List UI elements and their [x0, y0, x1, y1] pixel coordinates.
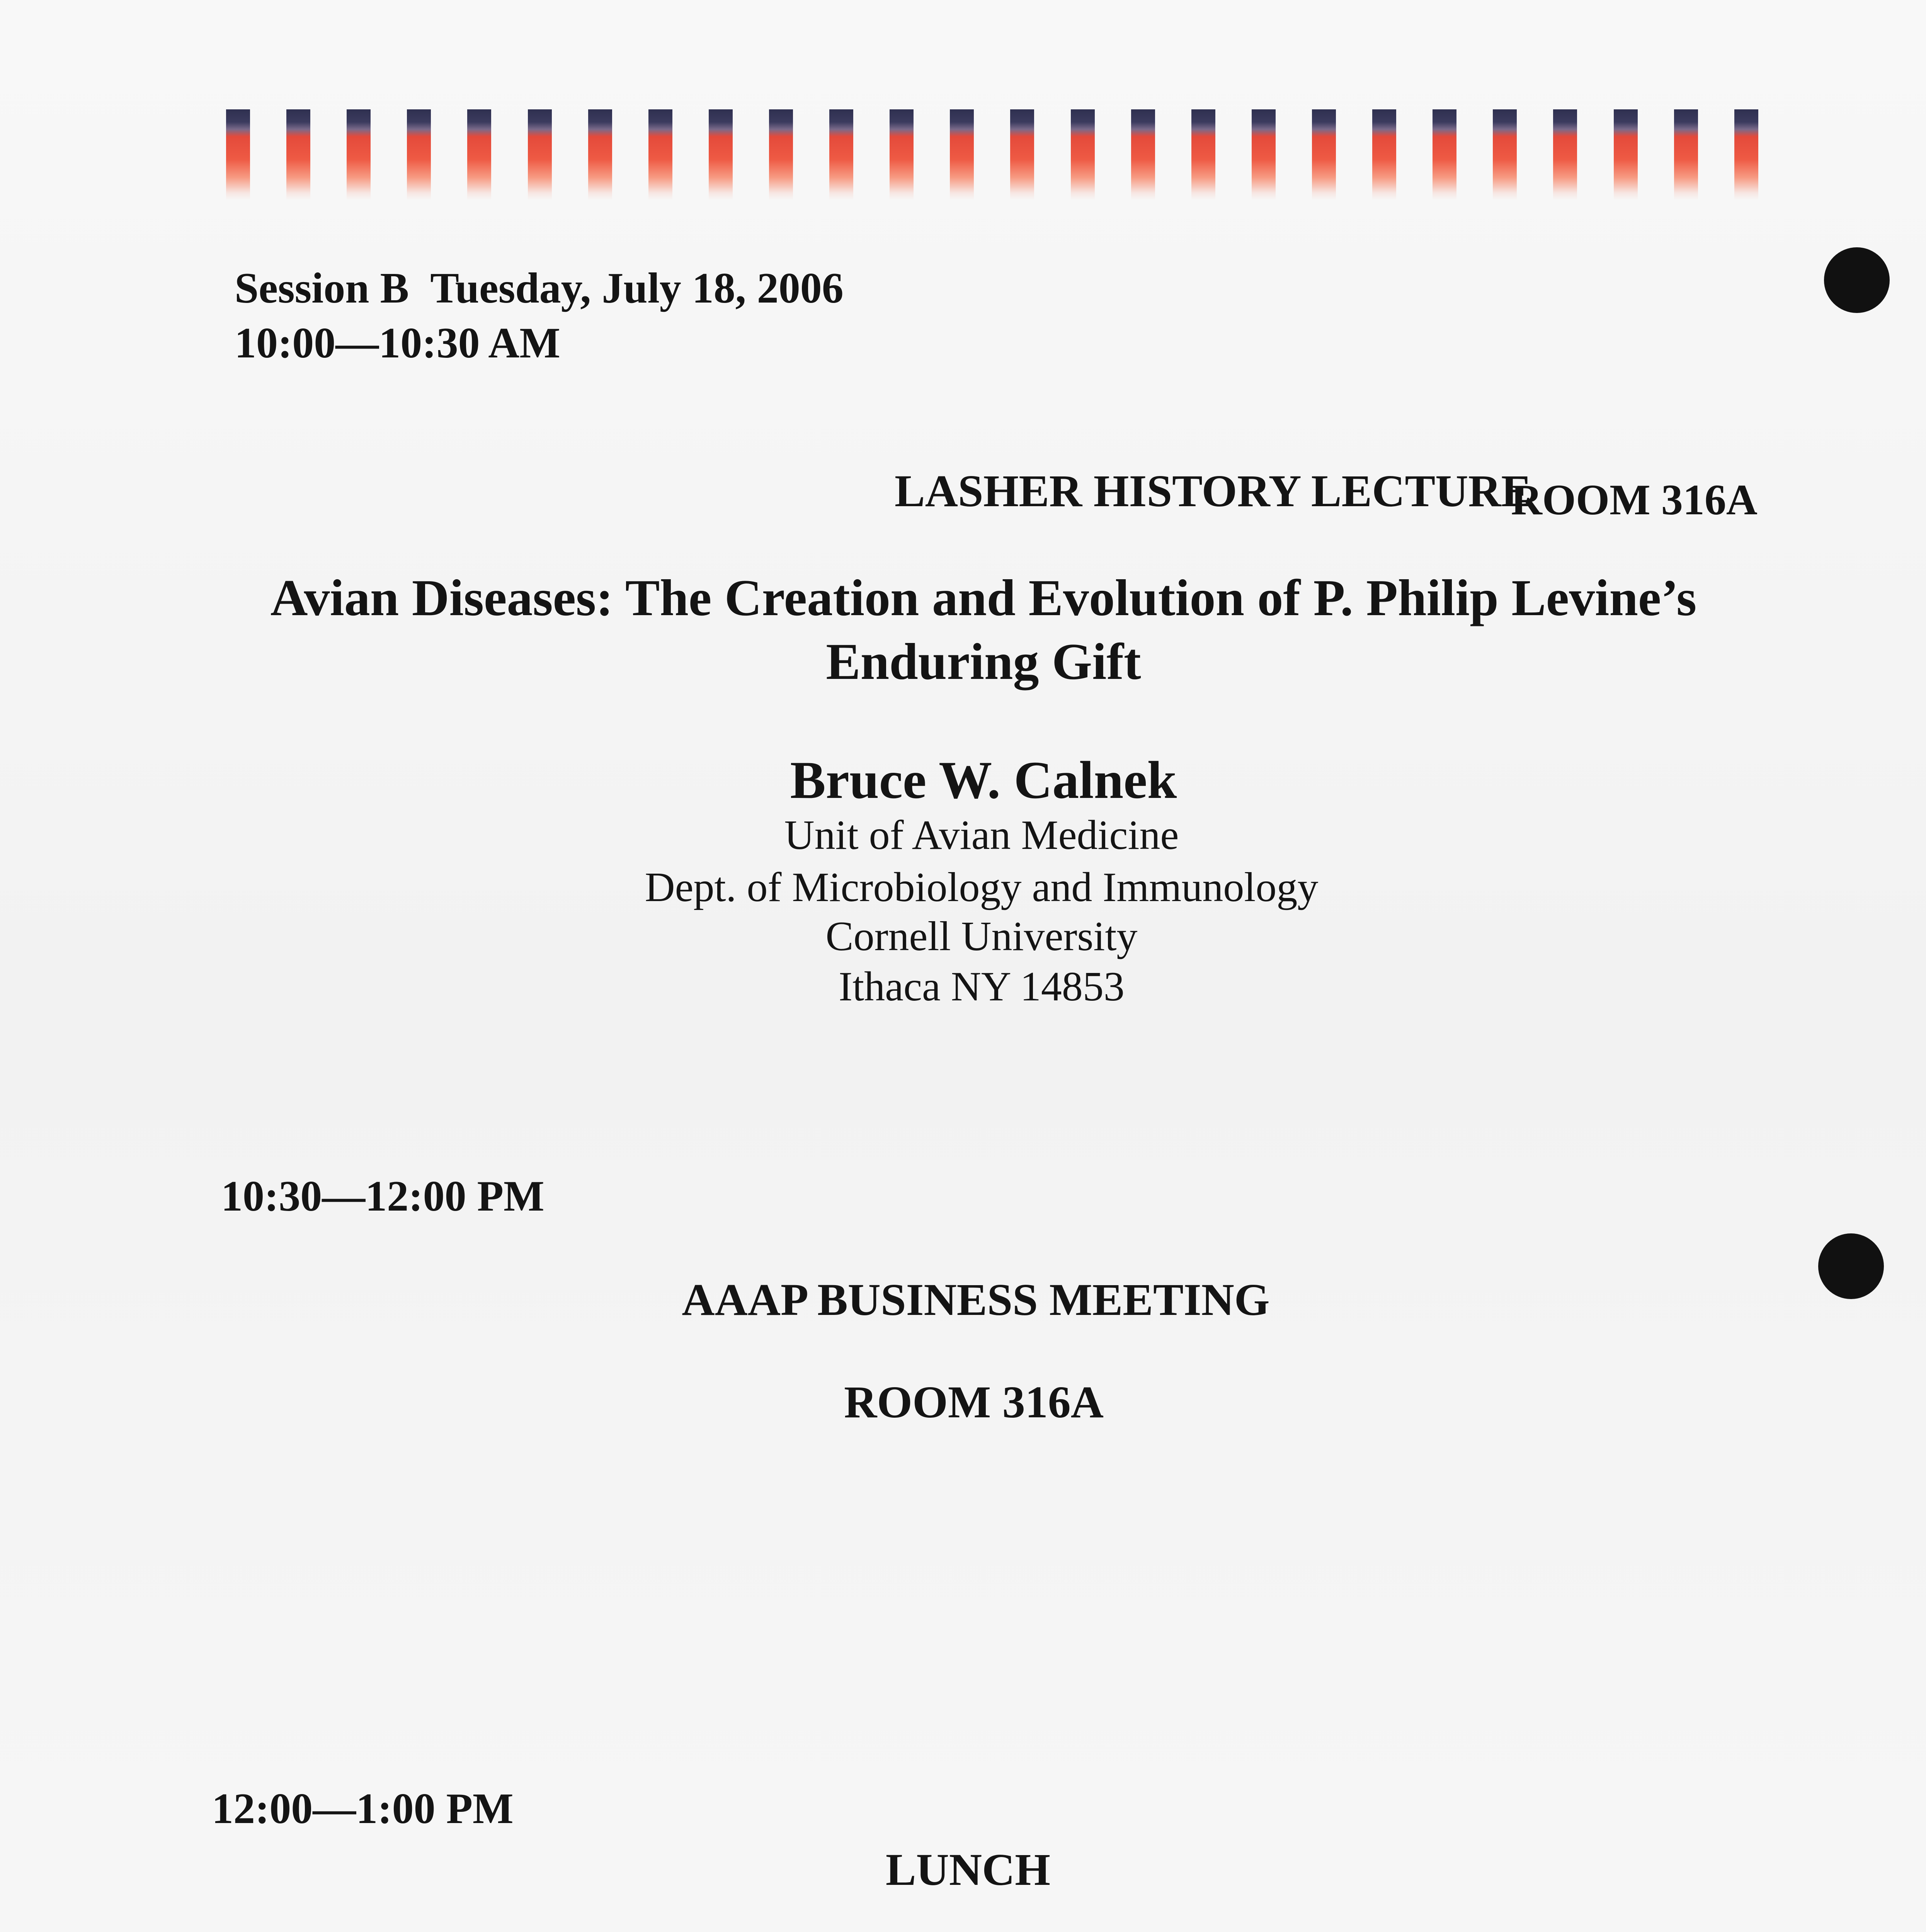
speaker-affiliation-line: Dept. of Microbiology and Immunology: [645, 864, 1319, 910]
header-stripe: [1553, 109, 1577, 200]
header-stripe: [1372, 109, 1396, 200]
session-header: [235, 264, 844, 312]
header-stripe: [347, 109, 371, 200]
session-label: Session B: [235, 264, 409, 312]
lunch-label: LUNCH: [885, 1844, 1051, 1895]
header-stripe: [528, 109, 552, 200]
speaker-affiliation-line: Unit of Avian Medicine: [784, 812, 1179, 858]
header-stripe: [1252, 109, 1276, 200]
session-date: Tuesday, July 18, 2006: [430, 264, 844, 312]
header-stripe: [829, 109, 853, 200]
binder-hole: [1818, 1233, 1884, 1299]
header-stripe: [588, 109, 612, 200]
talk-title-line-1: Avian Diseases: The Creation and Evolution of P. Philip Levine’s: [270, 569, 1697, 626]
binder-hole: [1824, 247, 1890, 313]
business-meeting-name: AAAP BUSINESS MEETING: [682, 1274, 1270, 1325]
speaker-name: Bruce W. Calnek: [790, 750, 1177, 810]
header-stripe: [1071, 109, 1095, 200]
lecture-name: LASHER HISTORY LECTURE: [895, 466, 1532, 516]
header-stripe: [890, 109, 914, 200]
header-stripe: [769, 109, 793, 200]
header-stripe: [1312, 109, 1336, 200]
header-stripe: [286, 109, 310, 200]
header-stripe: [1131, 109, 1155, 200]
header-stripe: [1674, 109, 1698, 200]
header-stripe: [950, 109, 974, 200]
header-stripe: [407, 109, 431, 200]
business-meeting-time: 10:30—12:00 PM: [221, 1172, 544, 1220]
header-stripe: [1493, 109, 1517, 200]
talk-title-line-2: Enduring Gift: [826, 633, 1141, 690]
header-stripe: [1614, 109, 1638, 200]
decorative-striped-header: [226, 109, 1758, 200]
header-stripe: [1734, 109, 1758, 200]
speaker-affiliation-line: Ithaca NY 14853: [839, 964, 1125, 1010]
lecture-time: 10:00—10:30 AM: [235, 319, 561, 367]
header-stripe: [1191, 109, 1215, 200]
header-stripe: [1010, 109, 1034, 200]
header-stripe: [709, 109, 733, 200]
lunch-time: 12:00—1:00 PM: [212, 1785, 514, 1833]
speaker-affiliation-line: Cornell University: [825, 913, 1138, 959]
header-stripe: [467, 109, 491, 200]
business-meeting-room: ROOM 316A: [844, 1377, 1104, 1427]
header-stripe: [226, 109, 250, 200]
header-stripe: [1433, 109, 1456, 200]
lecture-room: ROOM 316A: [1511, 476, 1758, 524]
header-stripe: [648, 109, 672, 200]
